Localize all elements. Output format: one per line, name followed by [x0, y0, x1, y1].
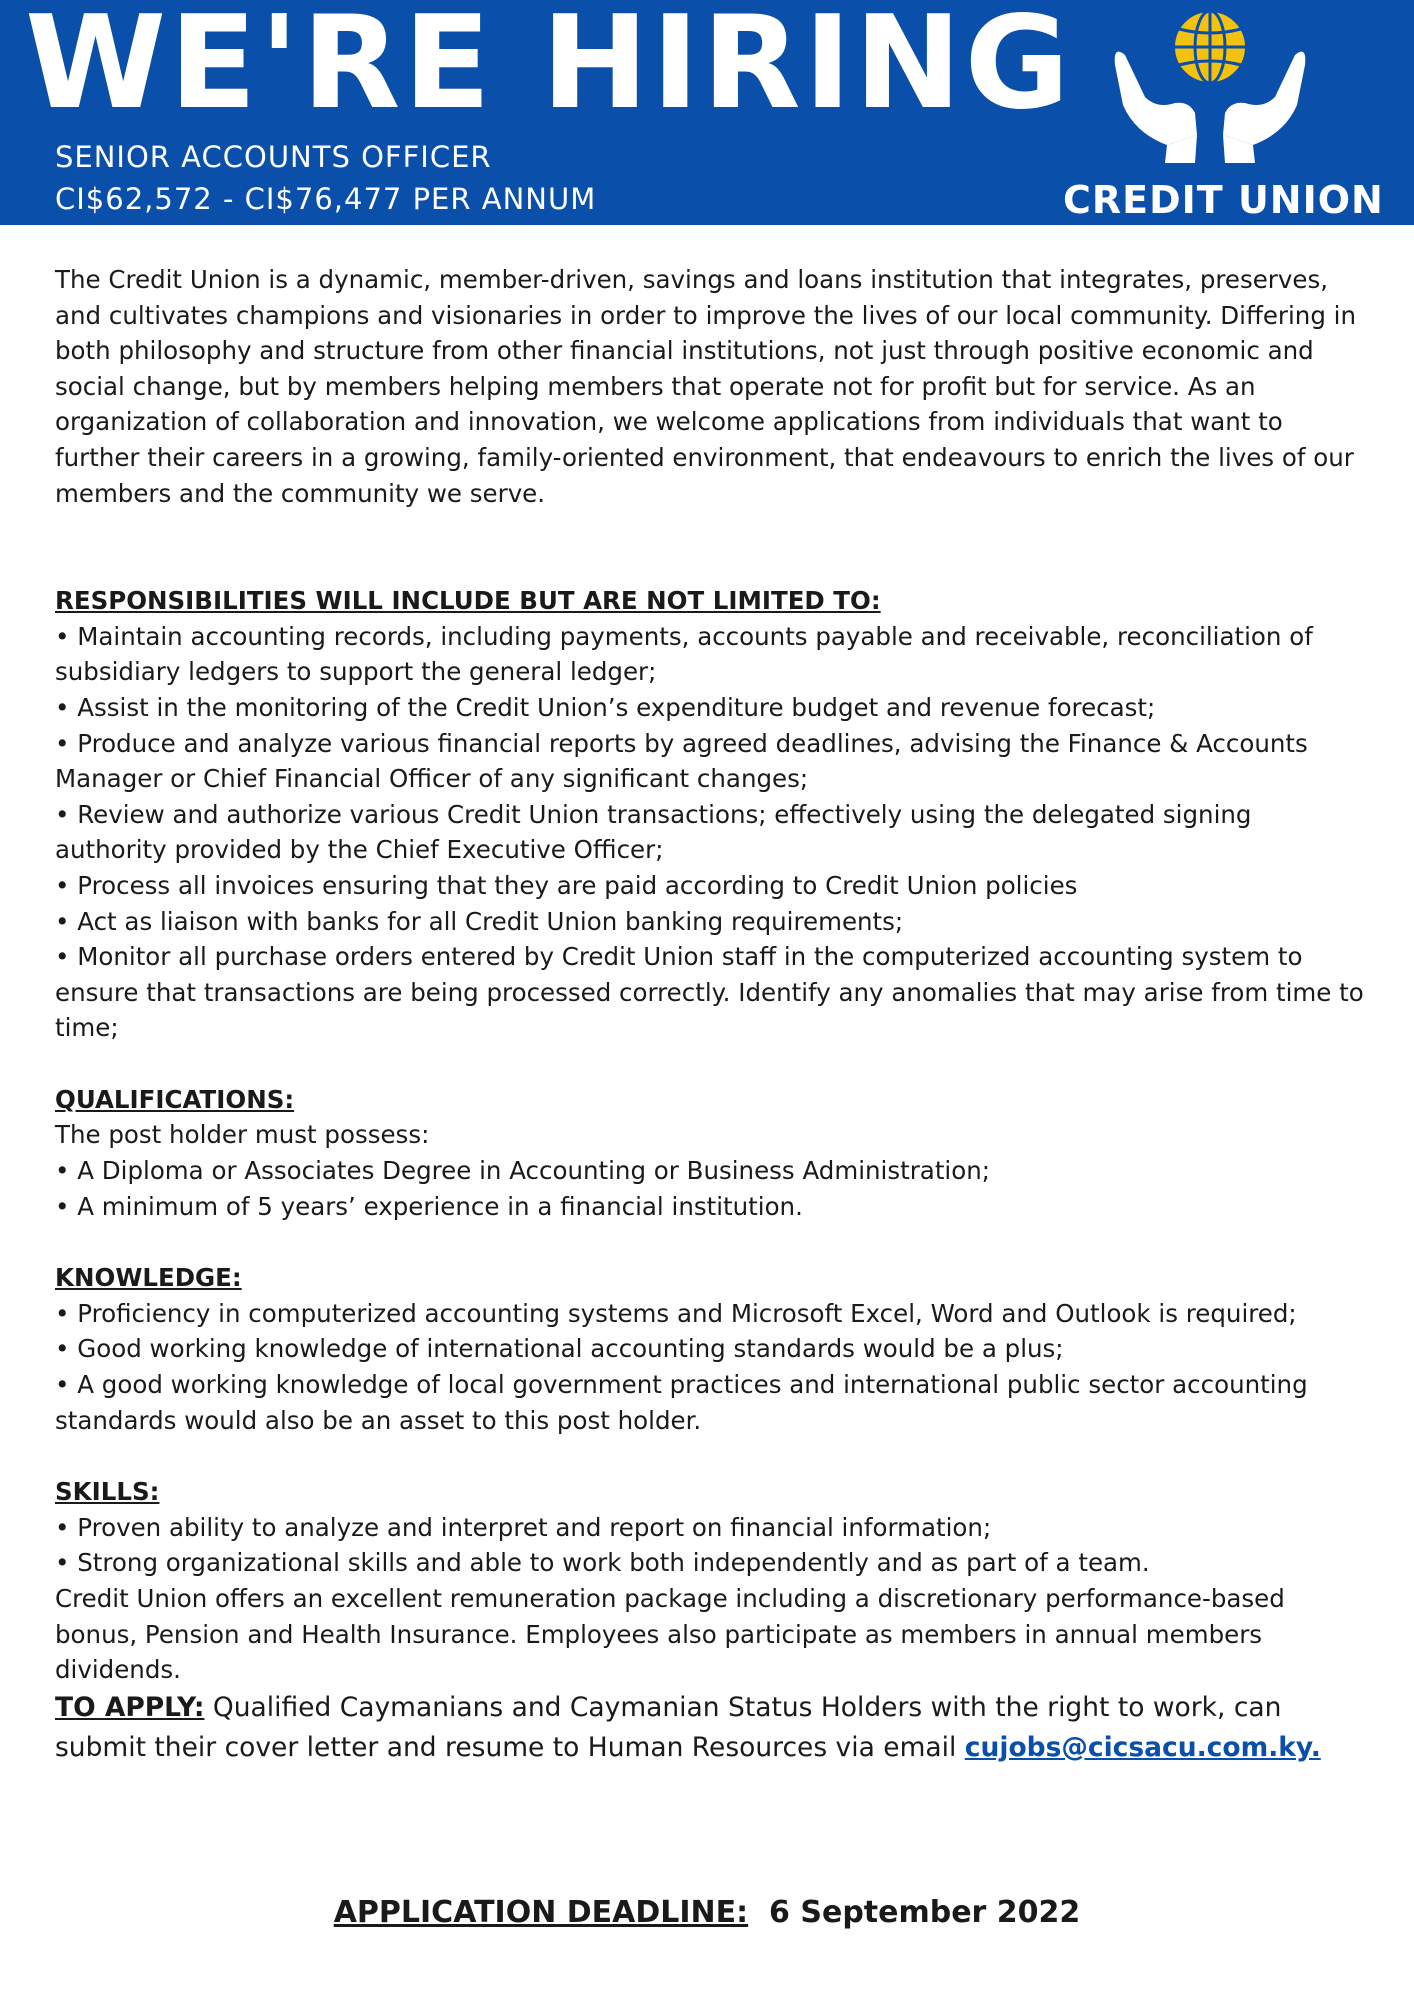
- salary-range: CI$62,572 - CI$76,477 PER ANNUM: [55, 182, 597, 216]
- responsibilities-heading: RESPONSIBILITIES WILL INCLUDE BUT ARE NOT LIMITED TO:: [55, 586, 881, 616]
- intro-paragraph: The Credit Union is a dynamic, member-driven, savings and loans institution that integrates, preserves, and cultivates champions and visionaries in order to improve the lives of our local community. Differing in both philosophy and structure from other financial institutions, not just through positive economic and social change, but by members helping members that operate not for profit but for service. As an organization of collaboration and innovation, we welcome applications from individuals that want to further their careers in a growing, family-oriented environment, that endeavours to enrich the lives of our members and the community we serve.: [55, 265, 1357, 508]
- list-item: • Proven ability to analyze and interpret and report on financial information;: [55, 1512, 992, 1542]
- list-item: • A good working knowledge of local government practices and international public sector accounting standards would also be an asset to this post holder.: [55, 1370, 1308, 1435]
- job-position: SENIOR ACCOUNTS OFFICER: [55, 140, 492, 174]
- list-item: • Strong organizational skills and able to work both independently and as part of a team.: [55, 1548, 1150, 1578]
- list-item: • Maintain accounting records, including payments, accounts payable and receivable, reconciliation of subsidiary ledgers to support the general ledger;: [55, 621, 1313, 687]
- skills-section: [55, 1474, 1370, 1581]
- list-item: • A minimum of 5 years’ experience in a financial institution.: [55, 1191, 803, 1221]
- list-item: • Good working knowledge of international accounting standards would be a plus;: [55, 1334, 1064, 1364]
- list-item: • Act as liaison with banks for all Credit Union banking requirements;: [55, 906, 904, 936]
- apply-label: TO APPLY:: [55, 1691, 205, 1723]
- logo-text: CREDIT UNION: [1063, 178, 1384, 222]
- job-description: [55, 262, 1370, 1768]
- deadline-date: 6 September 2022: [748, 1895, 1081, 1930]
- list-item: • Assist in the monitoring of the Credit Union’s expenditure budget and revenue forecast;: [55, 692, 1156, 722]
- list-item: • A Diploma or Associates Degree in Accounting or Business Administration;: [55, 1156, 991, 1186]
- list-item: • Process all invoices ensuring that they are paid according to Credit Union policies: [55, 870, 1078, 900]
- list-item: • Proficiency in computerized accounting systems and Microsoft Excel, Word and Outlook is required;: [55, 1298, 1297, 1328]
- skills-heading: SKILLS:: [55, 1477, 160, 1507]
- hiring-title: WE'RE HIRING: [25, 0, 1073, 138]
- list-item: • Review and authorize various Credit Union transactions; effectively using the delegated signing authority provided by the Chief Executive Officer;: [55, 799, 1252, 865]
- header-banner: [0, 0, 1414, 225]
- application-deadline: [0, 1895, 1414, 1930]
- credit-union-logo-icon: [1105, 5, 1315, 165]
- qualifications-lead: The post holder must possess:: [55, 1120, 430, 1150]
- qualifications-section: [55, 1082, 1370, 1224]
- apply-paragraph: [55, 1688, 1370, 1768]
- qualifications-heading: QUALIFICATIONS:: [55, 1084, 295, 1114]
- knowledge-section: [55, 1260, 1370, 1438]
- globe-icon: [1174, 11, 1246, 83]
- deadline-label: APPLICATION DEADLINE:: [333, 1895, 749, 1930]
- responsibilities-section: [55, 583, 1370, 1046]
- knowledge-heading: KNOWLEDGE:: [55, 1263, 242, 1293]
- list-item: • Produce and analyze various financial reports by agreed deadlines, advising the Finance & Accounts Manager or Chief Financial Officer of any significant changes;: [55, 728, 1308, 794]
- apply-text: Qualified Caymanians and Caymanian Status Holders with the right to work, can submit their cover letter and resume to Human Resources via email: [55, 1691, 1282, 1763]
- email-link[interactable]: cujobs@cicsacu.com.ky.: [964, 1731, 1321, 1763]
- benefits-paragraph: Credit Union offers an excellent remuneration package including a discretionary performance-based bonus, Pension and Health Insurance. Employees also participate as members in annual members dividends.: [55, 1584, 1285, 1685]
- list-item: • Monitor all purchase orders entered by Credit Union staff in the computerized accounting system to ensure that transactions are being processed correctly. Identify any anomalies that may arise from time to time;: [55, 942, 1364, 1043]
